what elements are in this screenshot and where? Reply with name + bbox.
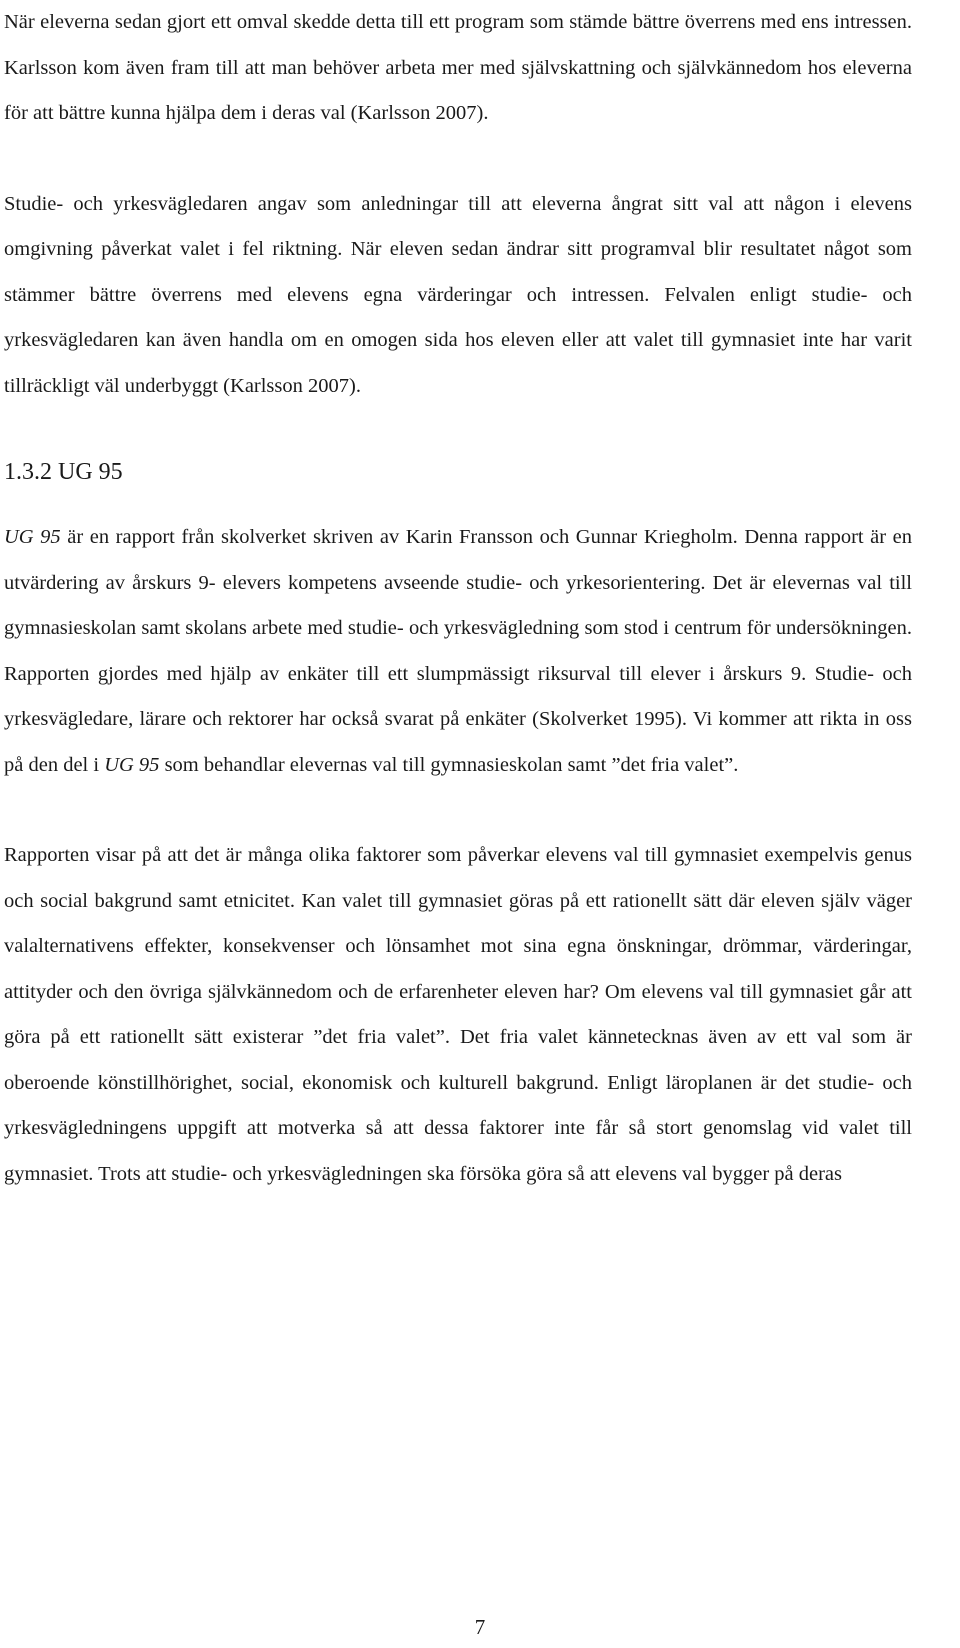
report-title-italic: UG 95 <box>4 526 61 548</box>
paragraph-3-text-a: är en rapport från skolverket skriven av Karin Fransson och Gunnar Kriegholm. Denna rapport är en utvärdering av årskurs 9- elevers kompetens avseende studie- och yrkesorientering. Det är elevernas val till gymnasieskolan samt skolans arbete med studie- och yrkesvägledning som stod i centrum för undersökningen. Rapporten gjordes med hjälp av enkäter till ett slumpmässigt riksurval till elever i årskurs 9. Studie- och yrkesvägledare, lärare och rektorer har också svarat på enkäter (Skolverket 1995). Vi kommer att rikta in oss på den del i <box>4 526 912 776</box>
document-page <box>4 0 912 1197</box>
report-title-italic-2: UG 95 <box>104 753 160 776</box>
section-heading: 1.3.2 UG 95 <box>4 459 123 485</box>
page-number: 7 <box>474 1615 486 1639</box>
paragraph-1 <box>4 0 912 137</box>
paragraph-4-text: Rapporten visar på att det är många olika faktorer som påverkar elevens val till gymnasiet exempelvis genus och social bakgrund samt etnicitet. Kan valet till gymnasiet göras på ett rationellt sätt där eleven själv väger valalternativens effekter, konsekvenser och lönsamhet mot sina egna önskningar, drömmar, värderingar, attityder och den övriga självkännedom och de erfarenheter eleven har? Om elevens val till gymnasiet går att göra på ett rationellt sätt existerar ”det fria valet”. Det fria valet kännetecknas även av ett val som är oberoende könstillhörighet, social, ekonomisk och kulturell bakgrund. Enligt läroplanen är det studie- och yrkesvägledningens uppgift att motverka så att dessa faktorer inte får så stort genomslag vid valet till gymnasiet. Trots att studie- och yrkesvägledningen ska försöka göra så att elevens val bygger på deras <box>4 844 912 1185</box>
paragraph-3-text-b: som behandlar elevernas val till gymnasieskolan samt ”det fria valet”. <box>159 753 739 776</box>
paragraph-2 <box>4 182 912 410</box>
paragraph-2-text: Studie- och yrkesvägledaren angav som anledningar till att eleverna ångrat sitt val att någon i elevens omgivning påverkat valet i fel riktning. När eleven sedan ändrar sitt programval blir resultatet något som stämmer bättre överrens med elevens egna värderingar och intressen. Felvalen enligt studie- och yrkesvägledaren kan även handla om en omogen sida hos eleven eller att valet till gymnasiet inte har varit tillräckligt väl underbyggt (Karlsson 2007). <box>4 192 912 397</box>
paragraph-1-text: När eleverna sedan gjort ett omval skedde detta till ett program som stämde bättre överrens med ens intressen. Karlsson kom även fram till att man behöver arbeta mer med självskattning och självkännedom hos eleverna för att bättre kunna hjälpa dem i deras val (Karlsson 2007). <box>4 11 912 124</box>
paragraph-3 <box>4 515 912 788</box>
paragraph-4 <box>4 833 912 1197</box>
